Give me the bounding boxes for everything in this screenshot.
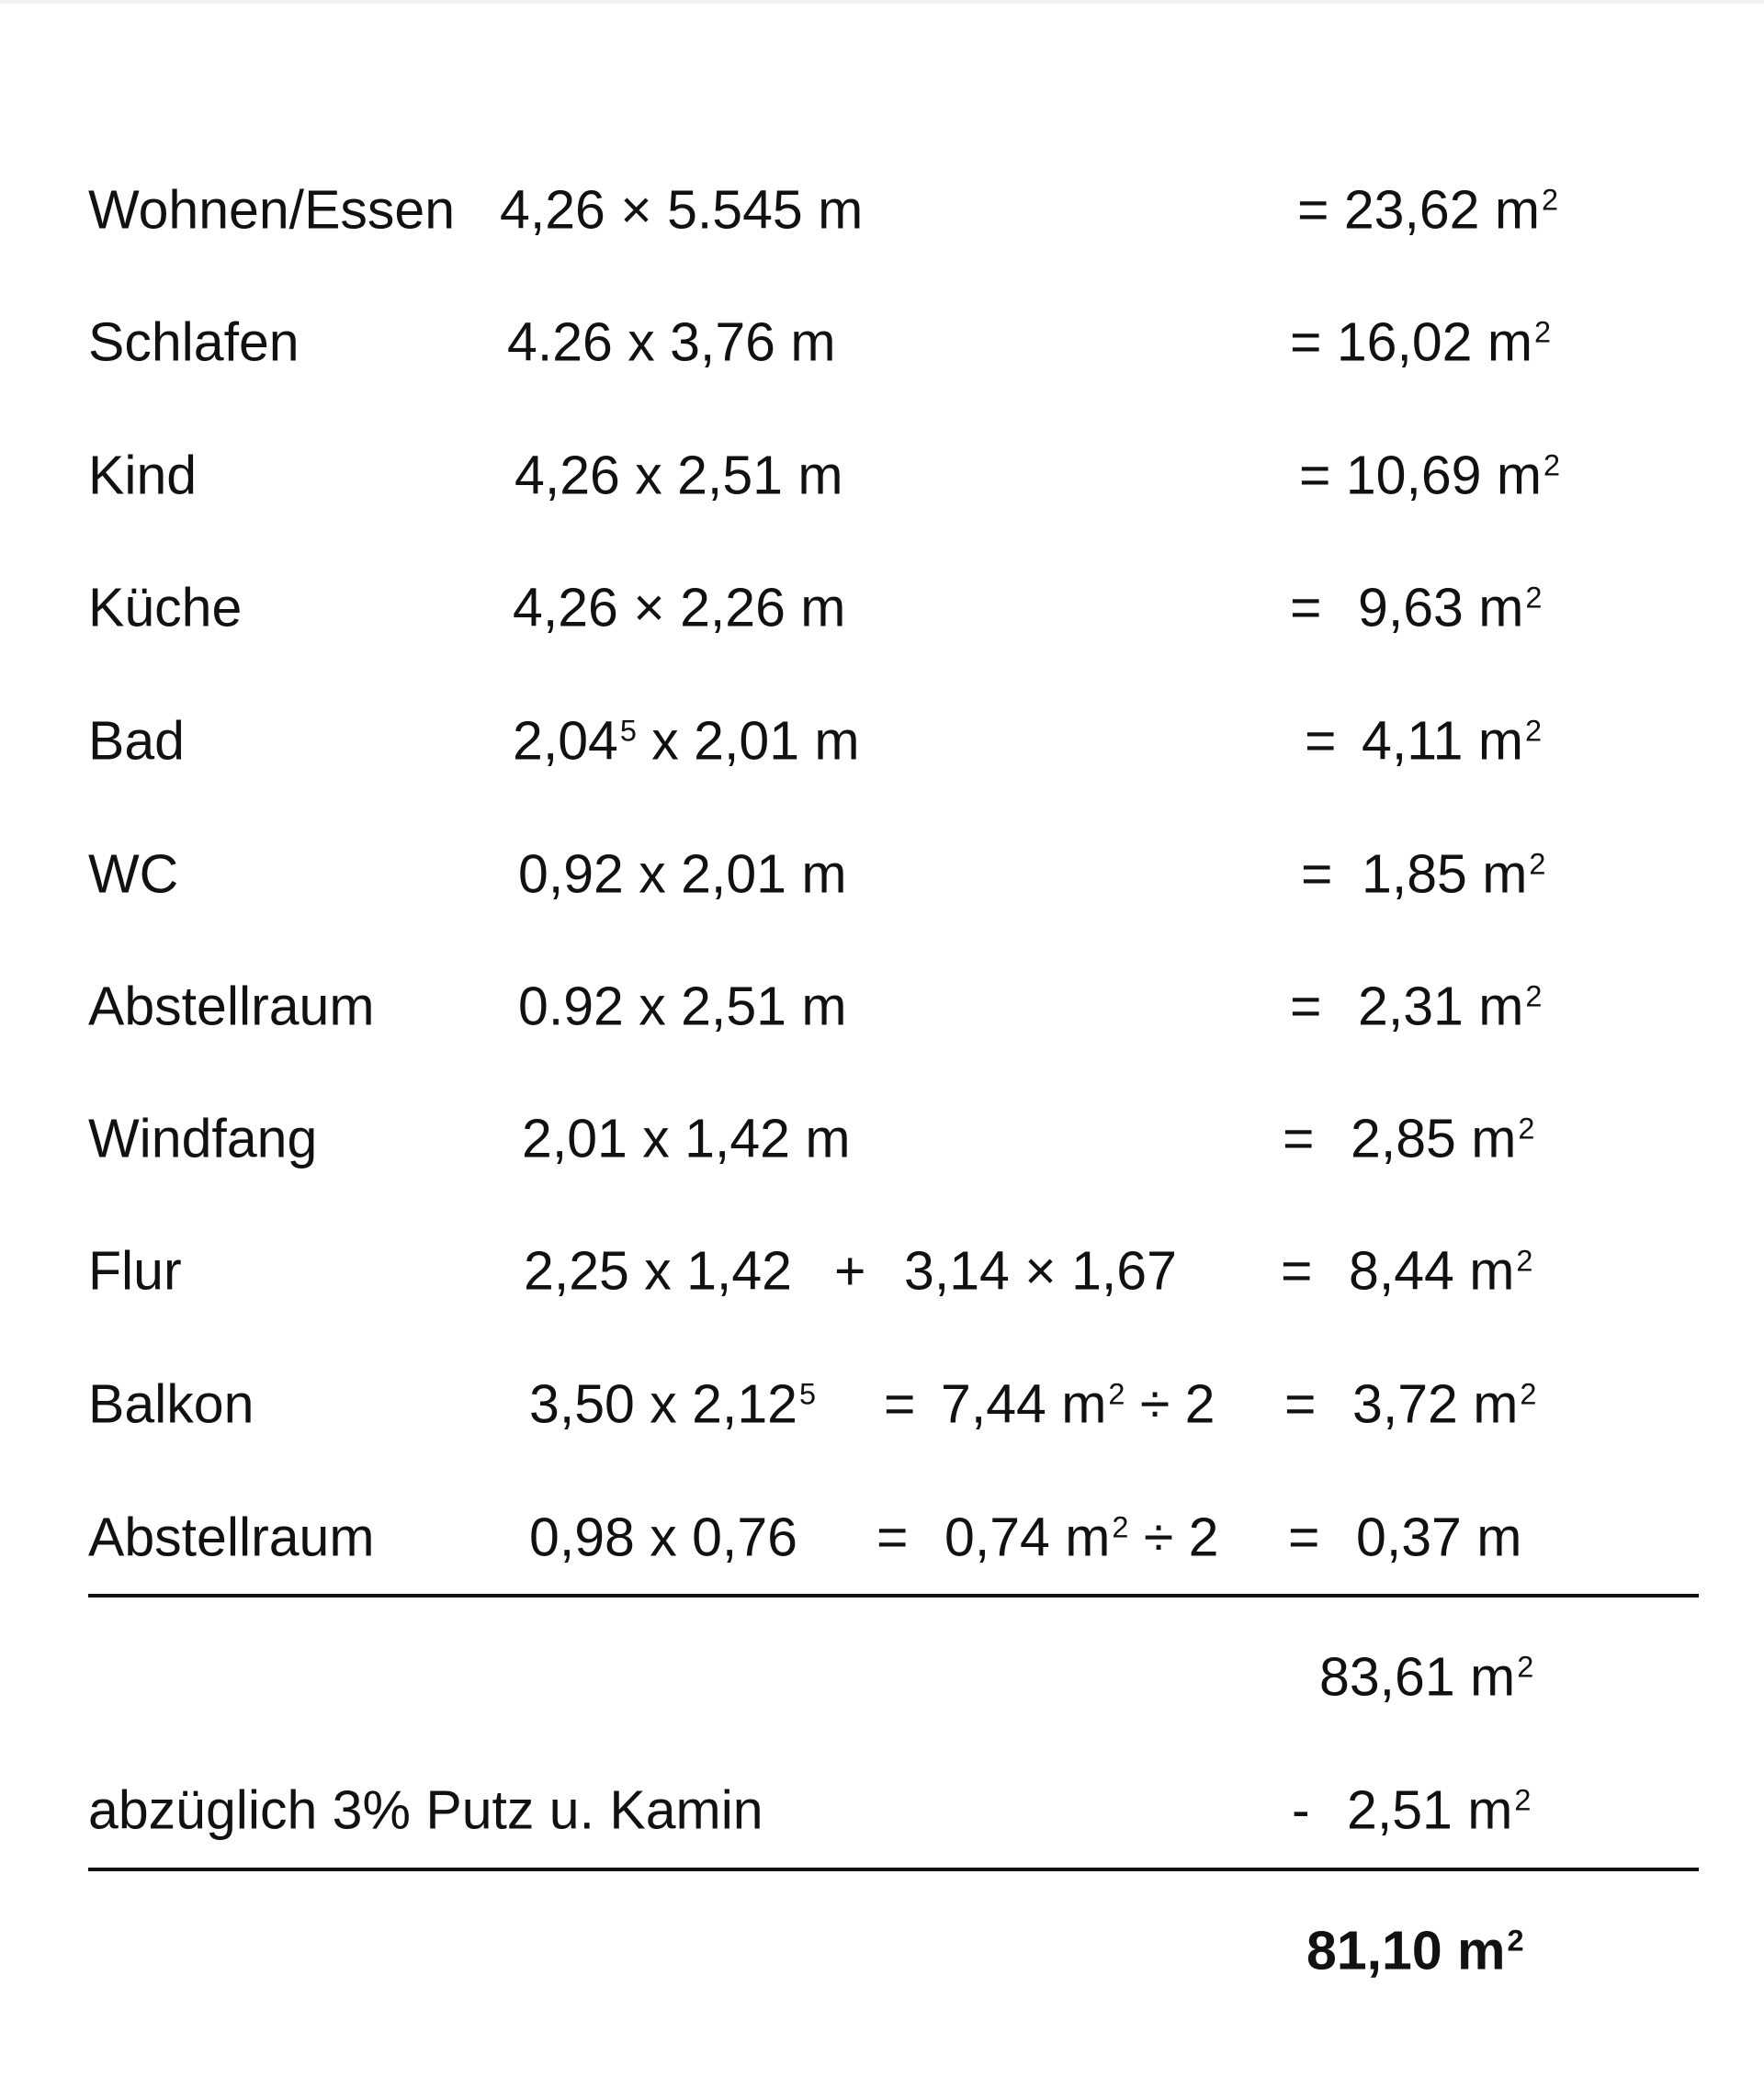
area-value: 9,63 m [1358, 577, 1524, 638]
room-name: WC [88, 843, 179, 905]
squared-exponent: 2 [1517, 1650, 1534, 1684]
area-result [1297, 179, 1559, 241]
equals-sign: = [1301, 843, 1333, 905]
squared-exponent: 2 [1525, 979, 1543, 1013]
equals-sign: = [876, 1507, 909, 1568]
area-value: = 16,02 m [1290, 311, 1533, 373]
fraction-superscript: 5 [798, 1377, 816, 1411]
area-value: 4,11 m [1362, 710, 1523, 772]
equals-sign: = [1290, 976, 1322, 1037]
dimension-calc: 2,01 x 1,42 m [522, 1108, 851, 1169]
area-result [1290, 311, 1552, 373]
area-result [1358, 577, 1543, 638]
dimension-calc: 4,26 × 2,26 m [513, 577, 846, 638]
squared-exponent: 2 [1534, 315, 1552, 349]
equals-sign: = [1283, 1108, 1315, 1169]
room-name: Schlafen [88, 311, 300, 373]
equals-sign: = [1288, 1507, 1320, 1568]
squared-exponent: 2 [1525, 581, 1543, 615]
room-name: Kind [88, 445, 198, 506]
area-value: 2,31 m [1358, 976, 1524, 1037]
total-area [1306, 1920, 1524, 1981]
area-value: 81,10 m [1306, 1920, 1506, 1981]
dimension-calc: 2,25 x 1,42 [524, 1240, 792, 1302]
squared-exponent: 2 [1542, 183, 1559, 217]
area-result [1349, 1240, 1533, 1302]
dimension-calc: 0,92 x 2,01 m [518, 843, 847, 905]
equals-sign: = [1290, 577, 1322, 638]
dimension-calc: 3,14 × 1,67 [904, 1240, 1177, 1302]
equals-sign: = [1284, 1373, 1317, 1435]
dimension-value: 3,50 x 2,12 [529, 1373, 797, 1435]
dimension-calc: 0.92 x 2,51 m [518, 976, 847, 1037]
plus-sign: + [834, 1240, 866, 1302]
area-value: = 23,62 m [1297, 179, 1541, 241]
area-value: 0,74 m [944, 1507, 1111, 1568]
area-value: 1,85 m [1362, 843, 1528, 905]
area-result [1351, 1108, 1535, 1169]
intermediate-area [941, 1373, 1216, 1435]
dimension-calc [513, 710, 860, 772]
fraction-superscript: 5 [619, 714, 637, 748]
area-value: 3,72 m [1352, 1373, 1519, 1435]
area-value: 7,44 m [941, 1373, 1107, 1435]
area-value: 8,44 m [1349, 1240, 1515, 1302]
area-result [1362, 710, 1543, 772]
squared-exponent: 2 [1525, 714, 1543, 748]
equals-sign: = [884, 1373, 916, 1435]
area-result [1299, 445, 1561, 506]
area-result [1352, 1373, 1537, 1435]
dimension-value: x 2,01 m [636, 710, 860, 772]
top-divider [0, 0, 1764, 4]
deduction-label: abzüglich 3% Putz u. Kamin [88, 1779, 763, 1841]
area-value: 83,61 m [1319, 1646, 1516, 1708]
area-value: 2,51 m [1347, 1779, 1513, 1841]
dimension-calc: 4.26 x 3,76 m [507, 311, 836, 373]
squared-exponent: 2 [1507, 1924, 1524, 1958]
squared-exponent: 2 [1520, 1377, 1537, 1411]
equals-sign: = [1281, 1240, 1313, 1302]
room-name: Küche [88, 577, 243, 638]
squared-exponent: 2 [1514, 1783, 1532, 1817]
total-divider [88, 1868, 1699, 1871]
dimension-calc: 4,26 × 5.545 m [500, 179, 864, 241]
squared-exponent: 2 [1544, 448, 1561, 482]
sum-divider [88, 1594, 1699, 1598]
room-name: Flur [88, 1240, 182, 1302]
room-name: Wohnen/Essen [88, 179, 456, 241]
squared-exponent: 2 [1516, 1244, 1533, 1278]
room-name: Abstellraum [88, 1507, 375, 1568]
area-result: 0,37 m [1356, 1507, 1522, 1568]
squared-exponent: 2 [1529, 847, 1546, 881]
deduction-area [1347, 1779, 1532, 1841]
room-name: Abstellraum [88, 976, 375, 1037]
minus-sign: - [1292, 1779, 1310, 1841]
area-result [1362, 843, 1546, 905]
equals-sign: = [1305, 710, 1337, 772]
area-result [1358, 976, 1543, 1037]
dimension-value: 2,04 [513, 710, 618, 772]
room-name: Balkon [88, 1373, 254, 1435]
divide-by-two: ÷ 2 [1139, 1373, 1216, 1435]
area-value: = 10,69 m [1299, 445, 1543, 506]
squared-exponent: 2 [1112, 1510, 1129, 1544]
room-name: Windfang [88, 1108, 318, 1169]
divide-by-two: ÷ 2 [1143, 1507, 1219, 1568]
room-name: Bad [88, 710, 185, 772]
dimension-calc: 0,98 x 0,76 [529, 1507, 797, 1568]
dimension-calc [529, 1373, 816, 1435]
intermediate-area [944, 1507, 1219, 1568]
squared-exponent: 2 [1518, 1112, 1535, 1146]
dimension-calc: 4,26 x 2,51 m [514, 445, 843, 506]
squared-exponent: 2 [1108, 1377, 1125, 1411]
area-value: 2,85 m [1351, 1108, 1517, 1169]
subtotal-area [1319, 1646, 1534, 1708]
